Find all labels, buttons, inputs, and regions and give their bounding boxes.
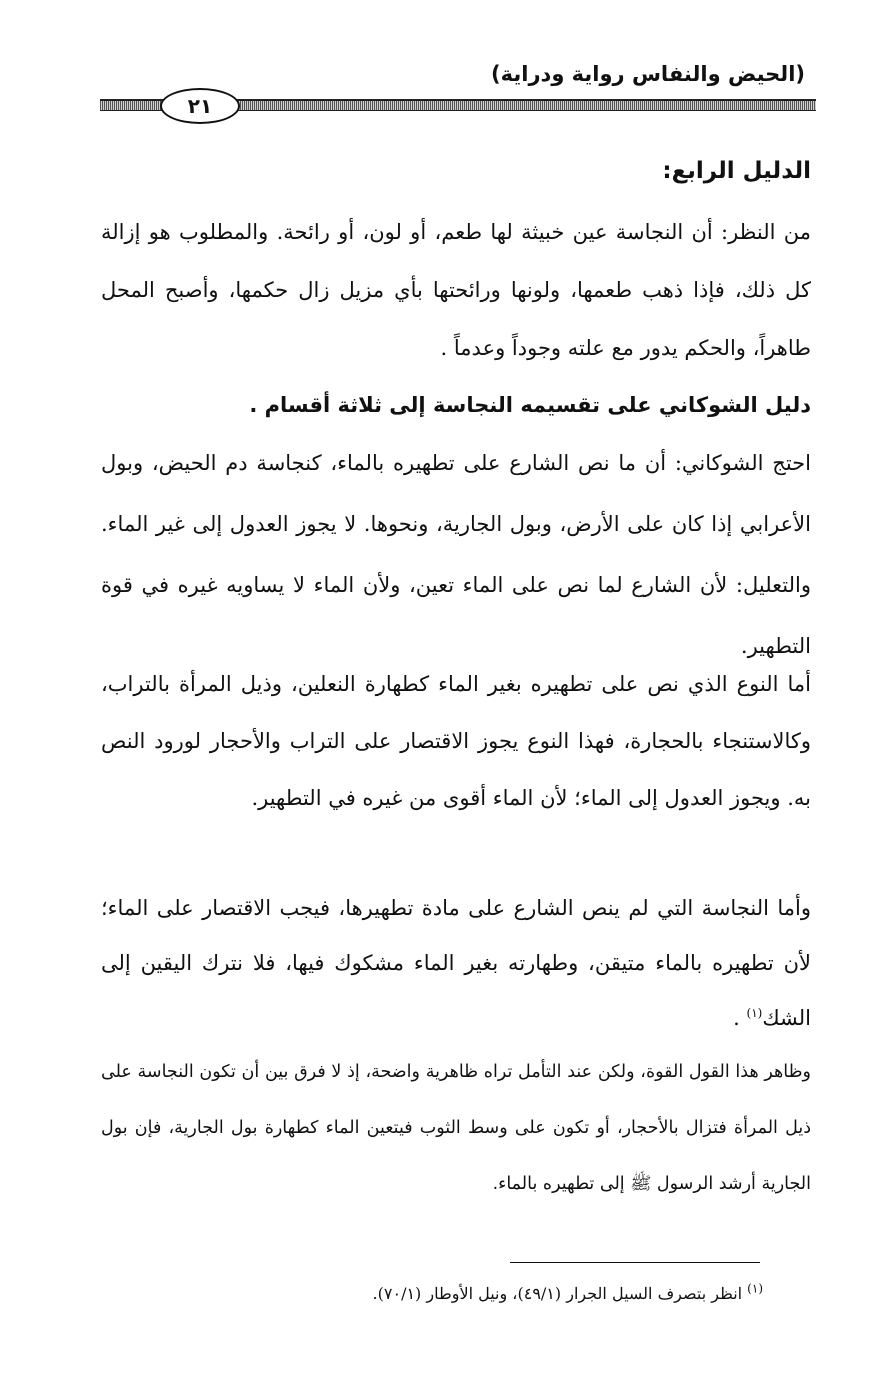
header-rule-right xyxy=(236,99,816,111)
section-heading-shawkani-evidence: دليل الشوكاني على تقسيمه النجاسة إلى ثلاثة أقسام . xyxy=(249,393,811,417)
footnote-separator xyxy=(510,1262,760,1263)
section-heading-fourth-evidence: الدليل الرابع: xyxy=(662,158,811,184)
footnote-text: انظر بتصرف السيل الجرار (٤٩/١)، ونيل الأوطار (٧٠/١). xyxy=(372,1284,748,1303)
footnote xyxy=(372,1281,763,1303)
paragraph-5: وظاهر هذا القول القوة، ولكن عند التأمل تراه ظاهرية واضحة، إذ لا فرق بين أن تكون النجاسة على ذيل المرأة فتزال بالأحجار، أو تكون على وسط الثوب فيتعين الماء كطهارة بول الجارية، فإن بول الجارية أرشد الرسول ﷺ إلى تطهيره بالماء. xyxy=(101,1062,811,1194)
paragraph-4-text: وأما النجاسة التي لم ينص الشارع على مادة تطهيرها، فيجب الاقتصار على الماء؛ لأن تطهيره بالماء متيقن، وطهارته بغير الماء مشكوك فيها، فلا نترك اليقين إلى الشك xyxy=(101,896,811,1030)
paragraph-4 xyxy=(101,881,811,1046)
paragraph-3: أما النوع الذي نص على تطهيره بغير الماء كطهارة النعلين، وذيل المرأة بالتراب، وكالاستنجاء بالحجارة، فهذا النوع يجوز الاقتصار على التراب والأحجار لورود النص به. ويجوز العدول إلى الماء؛ لأن الماء أقوى من غيره في التطهير. xyxy=(101,672,811,810)
footnote-marker: (١) xyxy=(747,1281,763,1296)
page-number: ٢١ xyxy=(160,88,240,124)
header-rule-left xyxy=(100,99,164,111)
running-header: (الحيض والنفاس رواية ودراية) xyxy=(491,62,805,86)
paragraph-4-end: . xyxy=(733,1006,747,1030)
paragraph-1: من النظر: أن النجاسة عين خبيثة لها طعم، أو لون، أو رائحة. والمطلوب هو إزالة كل ذلك، فإذا ذهب طعمها، ولونها ورائحتها بأي مزيل زال حكمها، وأصبح المحل طاهراً، والحكم يدور مع علته وجوداً وعدماً . xyxy=(101,220,811,360)
paragraph-2: احتج الشوكاني: أن ما نص الشارع على تطهيره بالماء، كنجاسة دم الحيض، وبول الأعرابي إذا كان على الأرض، وبول الجارية، ونحوها. لا يجوز العدول إلى غير الماء. والتعليل: لأن الشارع لما نص على الماء تعين، ولأن الماء لا يساويه غيره في قوة التطهير. xyxy=(101,451,811,658)
footnote-reference-marker: (١) xyxy=(746,1006,763,1020)
